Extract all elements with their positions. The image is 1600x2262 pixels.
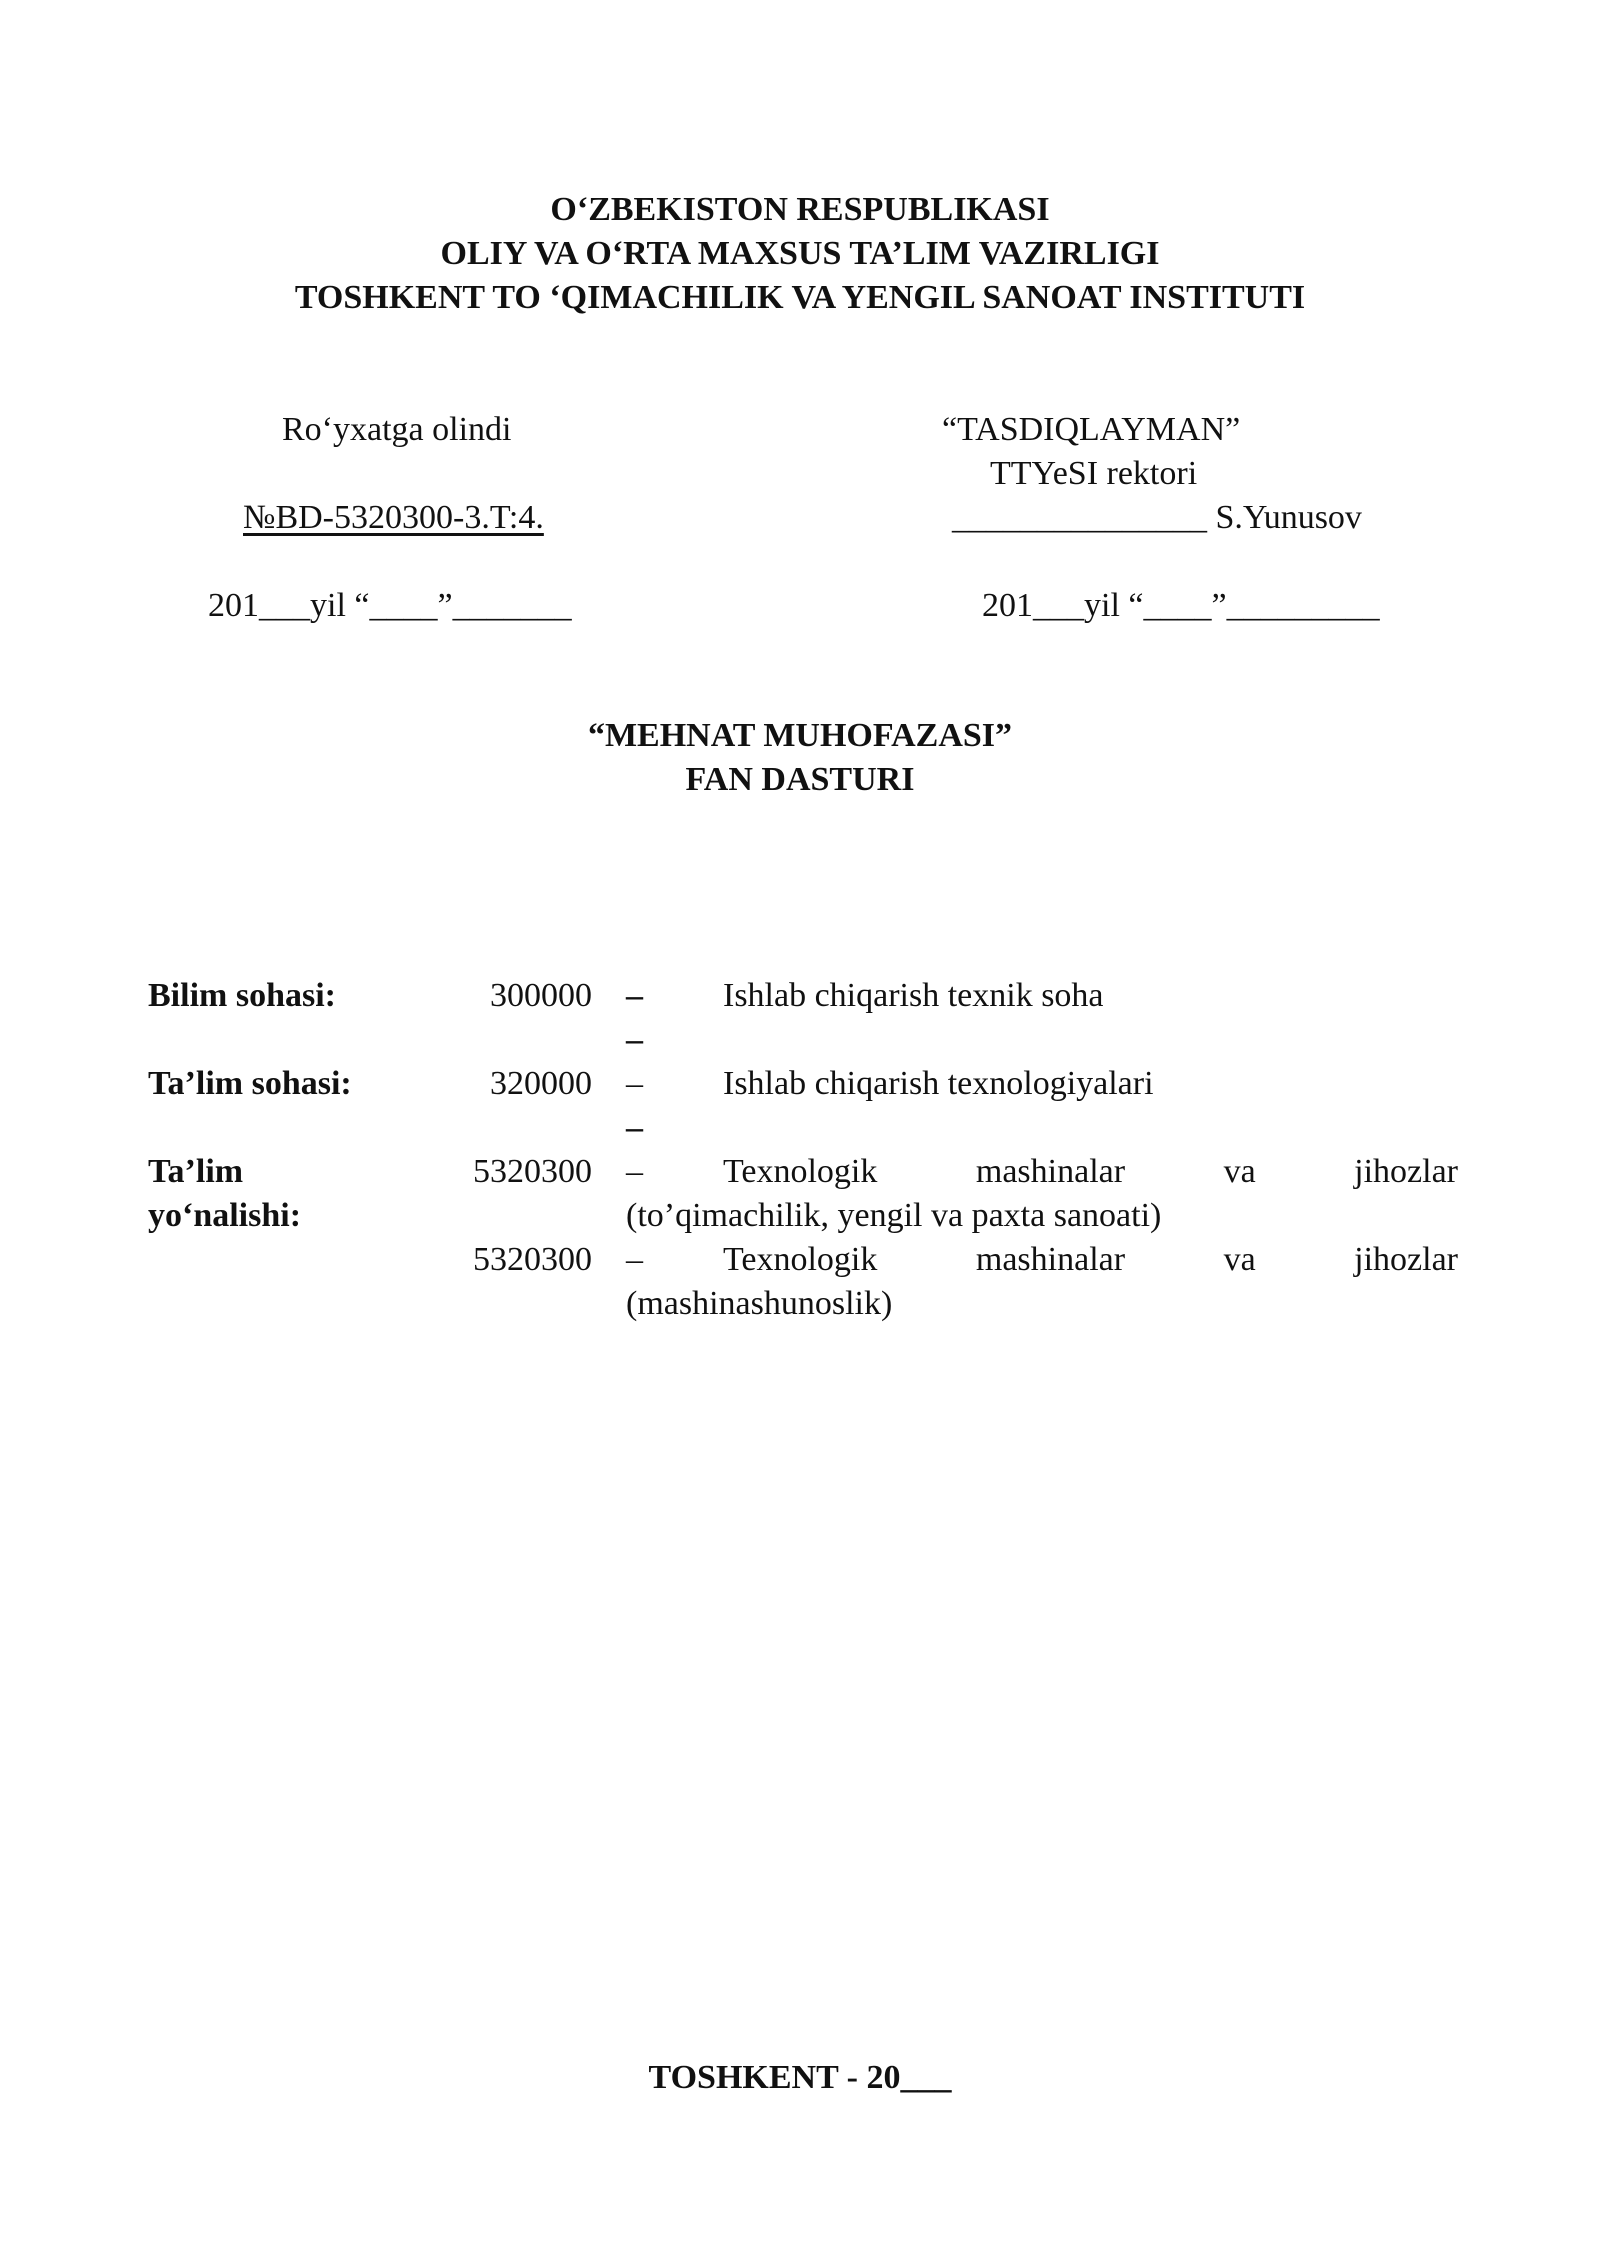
field-word: mashinalar [975,1241,1126,1278]
field-label-bilim: Bilim sohasi: [148,977,336,1014]
approval-rector: TTYeSI rektori [990,455,1198,492]
field-value-yonalishi-2-cont: (mashinashunoslik) [626,1285,893,1322]
institution-header [0,188,1600,320]
program-type: FAN DASTURI [685,761,915,798]
header-line-ministry: OLIY VA O‘RTA MAXSUS TA’LIM VAZIRLIGI [440,235,1160,272]
field-code-bilim: 300000 [490,977,592,1014]
field-dash-talim-sohasi-2: – [626,1109,643,1146]
field-dash-yonalishi-2: – [626,1241,643,1278]
field-label-talim-sohasi: Ta’lim sohasi: [148,1065,352,1102]
field-label-yonalishi-line1: Ta’lim [148,1153,244,1190]
field-word: va [1223,1153,1256,1190]
field-word: Texnologik [723,1153,878,1190]
field-dash-talim-sohasi: – [626,1065,643,1102]
field-value-yonalishi-2 [723,1238,1458,1282]
field-label-yonalishi-line2: yo‘nalishi: [148,1197,302,1234]
field-dash-yonalishi-1: – [626,1153,643,1190]
header-line-republic: O‘ZBEKISTON RESPUBLIKASI [550,191,1050,228]
field-dash-bilim-2: – [626,1021,643,1058]
field-word: jihozlar [1354,1241,1458,1278]
field-value-bilim: Ishlab chiqarish texnik soha [723,977,1104,1014]
field-value-yonalishi-1-cont: (to’qimachilik, yengil va paxta sanoati) [626,1197,1162,1234]
field-word: Texnologik [723,1241,878,1278]
field-word: va [1223,1241,1256,1278]
header-line-institute: TOSHKENT TO ‘QIMACHILIK VA YENGIL SANOAT INSTITUTI [294,279,1306,316]
field-value-talim-sohasi: Ishlab chiqarish texnologiyalari [723,1065,1154,1102]
program-title [0,714,1600,802]
registration-number: №BD-5320300-3.T:4. [243,499,544,536]
approval-title: “TASDIQLAYMAN” [942,411,1241,448]
field-code-yonalishi-2: 5320300 [473,1241,592,1278]
field-dash-bilim: – [626,977,643,1014]
approval-date: 201___yil “____”_________ [982,587,1380,624]
field-code-talim-sohasi: 320000 [490,1065,592,1102]
field-code-yonalishi-1: 5320300 [473,1153,592,1190]
program-subject: “MEHNAT MUHOFAZASI” [587,717,1013,754]
approval-signature: _______________ S.Yunusov [952,499,1362,536]
field-value-yonalishi-1 [723,1150,1458,1194]
footer-city-year: TOSHKENT - 20___ [648,2059,952,2096]
field-word: jihozlar [1354,1153,1458,1190]
field-word: mashinalar [975,1153,1126,1190]
registration-title: Ro‘yxatga olindi [282,411,512,448]
registration-date: 201___yil “____”_______ [208,587,572,624]
